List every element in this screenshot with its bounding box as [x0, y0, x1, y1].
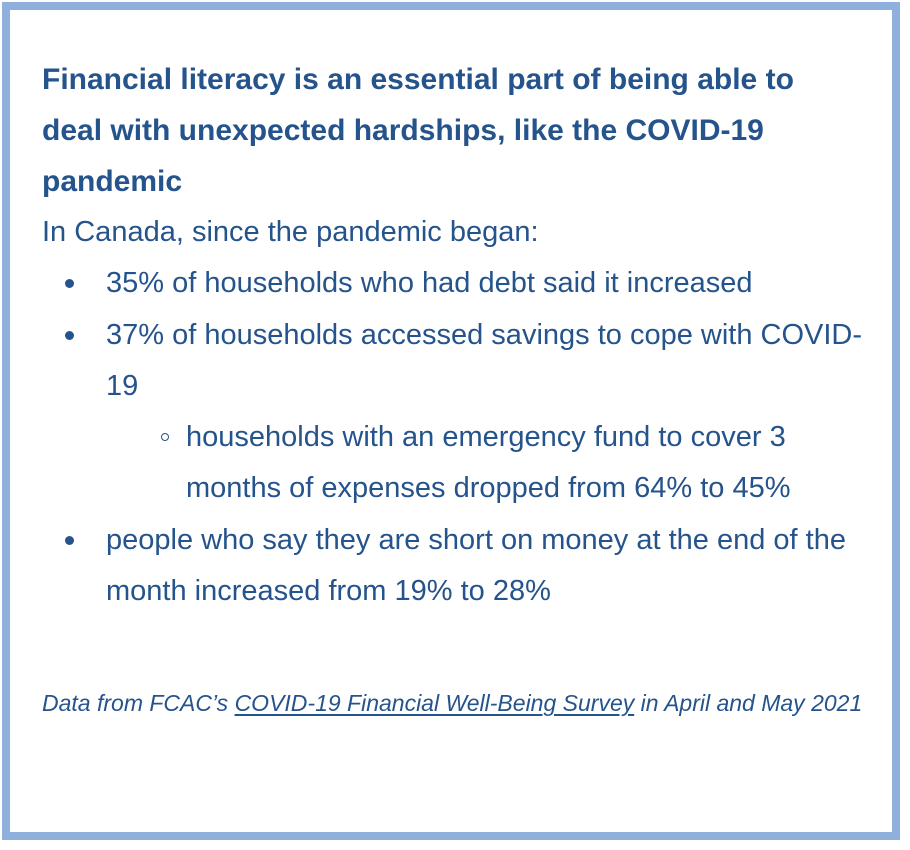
bullet-icon — [65, 536, 74, 545]
source-note — [42, 678, 872, 729]
source-suffix: in April and May 2021 — [634, 690, 863, 716]
list-item — [106, 515, 886, 617]
callout-heading: Financial literacy is an essential part of being able to deal with unexpected hardships, like the COVID-19 pandemic — [42, 63, 794, 198]
survey-link[interactable]: COVID-19 Financial Well-Being Survey — [234, 690, 635, 716]
list-item — [106, 310, 886, 412]
info-callout-box — [2, 2, 900, 840]
hollow-bullet-icon — [161, 433, 169, 441]
sub-list-item — [186, 412, 886, 514]
bullet-icon — [65, 331, 74, 340]
source-prefix: Data from FCAC’s — [42, 690, 235, 716]
list-item-text: 35% of households who had debt said it increased — [106, 267, 753, 299]
list-item — [106, 258, 886, 309]
sub-list-item-text: households with an emergency fund to cover 3 months of expenses dropped from 64% to 45% — [186, 421, 791, 504]
callout-intro: In Canada, since the pandemic began: — [42, 216, 539, 248]
list-item-text: 37% of households accessed savings to cope with COVID-19 — [106, 319, 863, 402]
bullet-icon — [65, 279, 74, 288]
list-item-text: people who say they are short on money at the end of the month increased from 19% to 28% — [106, 524, 846, 607]
